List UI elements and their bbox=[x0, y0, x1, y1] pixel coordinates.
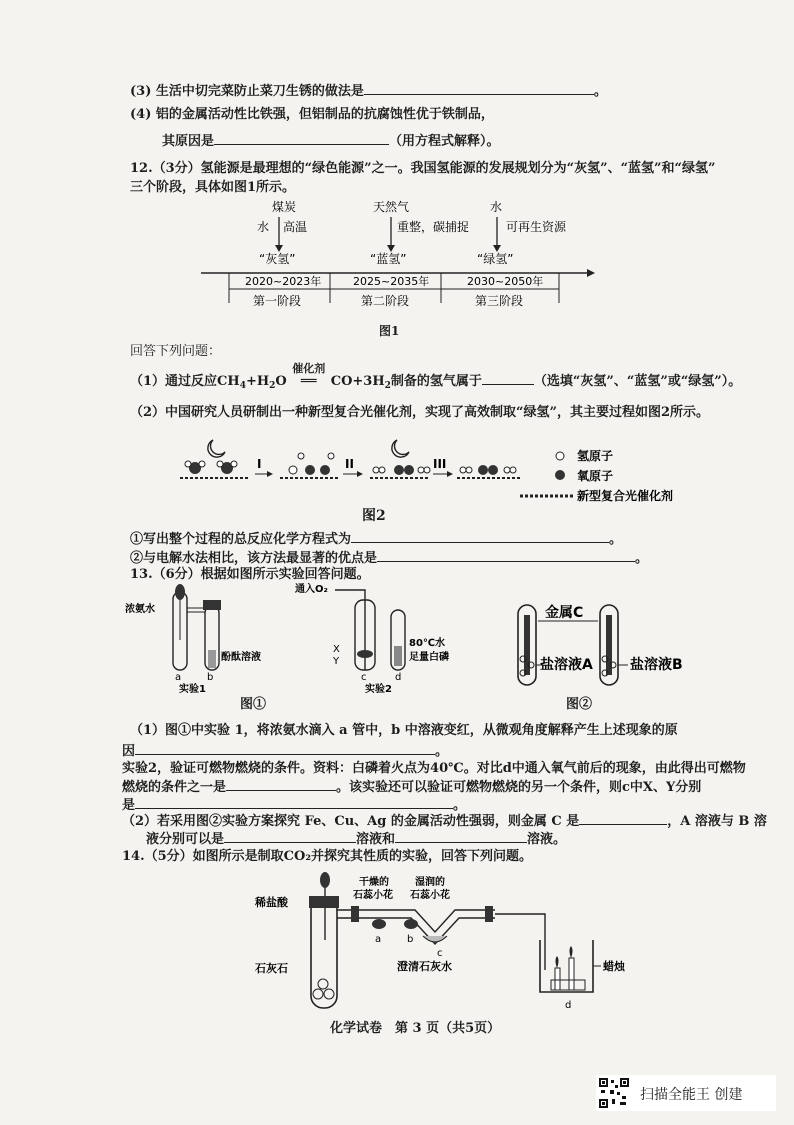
answer-blank[interactable] bbox=[224, 830, 356, 843]
label-o2-inlet: 通入O₂ bbox=[295, 584, 328, 595]
step-III: III bbox=[433, 457, 447, 471]
svg-text:c: c bbox=[437, 948, 443, 959]
label-phenolphthalein: 酚酞溶液 bbox=[221, 652, 261, 663]
figure1-hydrogen-timeline bbox=[195, 195, 595, 317]
q12-q-a: ①写出整个过程的总反应化学方程式为 。 bbox=[130, 532, 623, 547]
stage1-source: 煤炭 bbox=[272, 200, 297, 214]
figure2-caption: 图2 bbox=[362, 508, 386, 524]
label-water-80: 80℃水 bbox=[409, 638, 446, 649]
q11-part3: (3) 生活中切完菜防止菜刀生锈的做法是 。 bbox=[130, 84, 607, 99]
stage3-label: 第三阶段 bbox=[475, 294, 524, 308]
stage3-years: 2030~2050年 bbox=[467, 275, 544, 288]
svg-text:d: d bbox=[395, 672, 402, 683]
label-exp2: 实验2 bbox=[365, 684, 392, 695]
svg-text:a: a bbox=[175, 672, 182, 683]
svg-text:X: X bbox=[333, 644, 340, 655]
stage3-product: “绿氢” bbox=[477, 252, 514, 266]
stage1-years: 2020~2023年 bbox=[245, 275, 322, 288]
svg-text:c: c bbox=[361, 672, 367, 683]
q13-s1-line5: 是 。 bbox=[122, 798, 467, 813]
label-wet: 湿润的 bbox=[415, 877, 445, 888]
svg-text:b: b bbox=[207, 672, 214, 683]
q14-title: 14.（5分）如图所示是制取CO₂并探究其性质的实验，回答下列问题。 bbox=[122, 849, 533, 864]
stage1-product: “灰氢” bbox=[259, 252, 296, 266]
answer-blank[interactable] bbox=[135, 796, 453, 809]
stage1-right-note: 高温 bbox=[283, 220, 308, 234]
stage2-years: 2025~2035年 bbox=[353, 275, 430, 288]
label-solution-a: 盐溶液A bbox=[540, 657, 593, 673]
answer-blank[interactable] bbox=[579, 812, 667, 825]
step-I: I bbox=[257, 457, 262, 471]
q12-stem-line1: 12.（3分）氢能源是最理想的“绿色能源”之一。我国氢能源的发展规划分为“灰氢”、“蓝氢”和“绿氢” bbox=[130, 161, 716, 176]
label-dilute-hcl: 稀盐酸 bbox=[255, 896, 288, 909]
q13-s2-line1: （2）若采用图②实验方案探究 Fe、Cu、Ag 的金属活动性强弱，则金属 C 是 ，A 溶液与 B 溶 bbox=[122, 814, 767, 829]
label-conc-ammonia: 浓氨水 bbox=[125, 604, 155, 615]
q13-s1-line1: （1）图①中实验 1，将浓氨水滴入 a 管中，b 中溶液变红，从微观角度解释产生上述现象的原 bbox=[130, 723, 678, 738]
q13-s1-line2: 因 。 bbox=[122, 744, 449, 759]
q11-part4: (4) 铝的金属活动性比铁强，但铝制品的抗腐蚀性优于铁制品， bbox=[130, 107, 494, 122]
q12-sub2: （2）中国研究人员研制出一种新型复合光催化剂，实现了高效制取“绿氢”，其主要过程如图2所示。 bbox=[130, 405, 710, 420]
scanner-credit: 扫描全能王 创建 bbox=[640, 1087, 743, 1103]
answer-blank[interactable] bbox=[482, 372, 534, 385]
answer-blank[interactable] bbox=[226, 778, 336, 791]
answer-blank[interactable] bbox=[377, 549, 635, 562]
legend-oxygen: 氧原子 bbox=[577, 469, 614, 483]
q12-q-b: ②与电解水法相比，该方法最显著的优点是 。 bbox=[130, 551, 649, 566]
q13-title: 13.（6分）根据如图所示实验回答问题。 bbox=[130, 567, 370, 582]
figure13-2-metal-activity bbox=[500, 595, 720, 695]
legend-catalyst: 新型复合光催化剂 bbox=[577, 489, 674, 503]
label-limewater: 澄清石灰水 bbox=[397, 960, 452, 973]
label-white-phosphorus: 足量白磷 bbox=[409, 652, 449, 663]
figure13-2-caption: 图② bbox=[566, 697, 593, 712]
qr-code-icon bbox=[598, 1077, 630, 1109]
page-footer: 化学试卷 第 3 页（共5页） bbox=[330, 1021, 501, 1036]
moon-icon bbox=[392, 440, 409, 457]
stage3-source: 水 bbox=[490, 200, 503, 214]
q12-sub1: （1）通过反应$CH_4+H_2O$ 催化剂 ══ $CO+3H_2$制备的氢气属于 （选填“灰氢”、“蓝氢”或“绿氢”）。 bbox=[130, 362, 742, 391]
answer-blank[interactable] bbox=[364, 82, 594, 95]
figure14-co2-apparatus bbox=[255, 870, 625, 1020]
svg-text:d: d bbox=[565, 1000, 572, 1011]
answer-blank[interactable] bbox=[351, 530, 609, 543]
q12-stem-line2: 三个阶段，具体如图1所示。 bbox=[130, 180, 296, 195]
q13-s1-line3: 实验2，验证可燃物燃烧的条件。资料：白磷着火点为40℃。对比d中通入氧气前后的现象，由此得出可燃物 bbox=[122, 761, 746, 776]
label-limestone: 石灰石 bbox=[255, 962, 288, 975]
stage2-right-note: 重整，碳捕捉 bbox=[397, 220, 470, 234]
figure13-1-caption: 图① bbox=[240, 697, 267, 712]
moon-icon bbox=[208, 440, 225, 457]
label-metal-c: 金属C bbox=[545, 605, 584, 621]
step-II: II bbox=[345, 457, 354, 471]
stage3-right-note: 可再生资源 bbox=[506, 220, 567, 234]
label-dry: 干燥的 bbox=[359, 877, 389, 888]
q11-part4-reason: 其原因是 （用方程式解释）。 bbox=[162, 134, 500, 149]
legend-hydrogen: 氢原子 bbox=[577, 449, 614, 463]
figure2-photocatalysis bbox=[175, 430, 735, 510]
answer-blank[interactable] bbox=[395, 830, 527, 843]
stage1-label: 第一阶段 bbox=[253, 294, 302, 308]
label-candle: 蜡烛 bbox=[603, 960, 625, 973]
figure13-1-experiments bbox=[125, 580, 475, 710]
answer-blank[interactable] bbox=[214, 132, 389, 145]
catalyst-label: 催化剂 bbox=[292, 362, 326, 375]
svg-text:Y: Y bbox=[333, 656, 340, 667]
answer-blank[interactable] bbox=[135, 742, 435, 755]
q13-s2-line2: 液分别可以是 溶液和 溶液。 bbox=[146, 832, 567, 847]
label-solution-b: 盐溶液B bbox=[630, 657, 683, 673]
stage1-left-note: 水 bbox=[257, 220, 270, 234]
stage2-source: 天然气 bbox=[373, 200, 410, 214]
stage2-label: 第二阶段 bbox=[361, 294, 410, 308]
label-exp1: 实验1 bbox=[179, 684, 206, 695]
figure1-caption: 图1 bbox=[379, 324, 400, 338]
label-flower-dry: 石蕊小花 bbox=[353, 890, 393, 901]
q12-answer-prompt: 回答下列问题： bbox=[130, 344, 222, 359]
q13-s1-line4: 燃烧的条件之一是 。该实验还可以验证可燃物燃烧的另一个条件，则c中X、Y分别 bbox=[122, 780, 702, 795]
stage2-product: “蓝氢” bbox=[370, 252, 407, 266]
svg-text:b: b bbox=[407, 934, 414, 945]
label-flower-wet: 石蕊小花 bbox=[410, 890, 450, 901]
svg-text:a: a bbox=[375, 934, 382, 945]
